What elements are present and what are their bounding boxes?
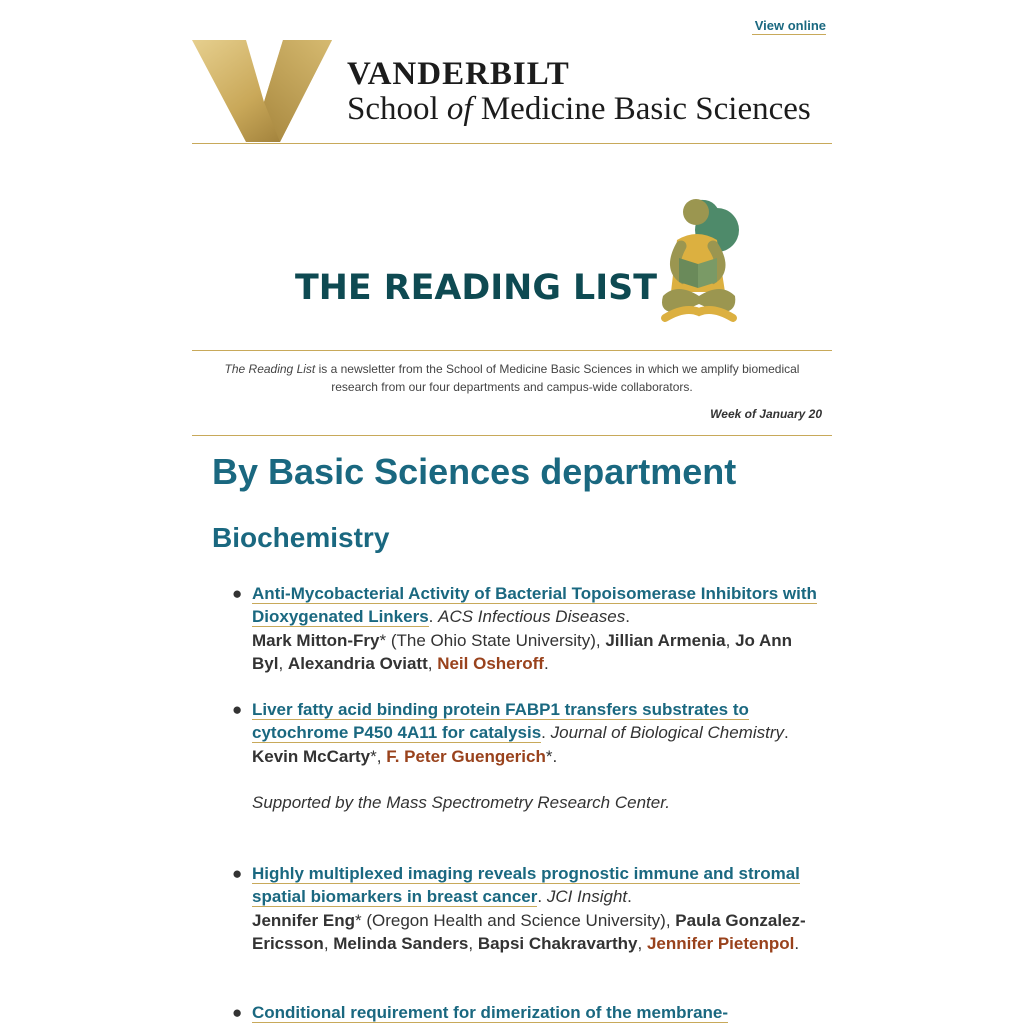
author: Alexandria Oviatt (287, 653, 428, 673)
wordmark-of: of (446, 91, 473, 127)
author: Jo Ann Byl (252, 630, 793, 673)
author-star: * (354, 910, 362, 930)
intro-description: is a newsletter from the School of Medicine Basic Sciences in which we amplify biomedical research from our four departments and campus-wide collaborators. (315, 362, 800, 394)
banner-divider (192, 350, 832, 351)
author-affiliation: (Oregon Health and Science University) (361, 910, 666, 930)
article-title-link[interactable]: Liver fatty acid binding protein FABP1 transfers substrates to cytochrome P450 4A11 for catalysis (252, 700, 749, 743)
author-affiliation: (The Ohio State University) (386, 630, 596, 650)
intro-divider (192, 435, 832, 436)
article-journal: Journal of Biological Chemistry (550, 723, 785, 743)
author: Mark Mitton-Fry (252, 630, 380, 650)
article-item: ● Highly multiplexed imaging reveals prognostic immune and stromal spatial biomarkers in breast cancer. JCI Insight. Jennifer Eng* (Oregon Health and Science University), Paula Gonzalez-Ericsson, Melinda Sanders, Bapsi Chakravarthy, Jennifer Pietenpol. (232, 864, 806, 953)
wordmark-vanderbilt: VANDERBILT (347, 56, 570, 92)
wordmark-school-pre: School (347, 91, 447, 127)
section-title: By Basic Sciences department (212, 451, 737, 492)
intro-text (212, 360, 812, 396)
author: Bapsi Chakravarthy (477, 933, 638, 953)
vu-author: Jennifer Pietenpol (646, 933, 795, 953)
banner-title: THE READING LIST (295, 268, 657, 308)
wordmark-school-post: Medicine Basic Sciences (472, 91, 811, 127)
author: Jennifer Eng (252, 910, 355, 930)
week-label: Week of January 20 (710, 407, 822, 421)
article-journal: JCI Insight (546, 887, 628, 907)
article-item: ● Anti-Mycobacterial Activity of Bacterial Topoisomerase Inhibitors with Dioxygenated Linkers. ACS Infectious Diseases. Mark Mitton-Fry* (The Ohio State University), Jillian Armenia, Jo Ann Byl, Alexandria Oviatt, Neil Osheroff. (232, 584, 817, 673)
author-star: * (370, 746, 377, 766)
article-item (232, 1001, 820, 1024)
article-title-link[interactable]: Highly multiplexed imaging reveals prognostic immune and stromal spatial biomarkers in breast cancer (252, 864, 800, 907)
article-title-link[interactable]: Conditional requirement for dimerization of the membrane- (252, 1003, 729, 1022)
bullet-icon: ● (232, 864, 243, 883)
vanderbilt-v-logo-icon (192, 40, 334, 142)
article-journal: ACS Infectious Diseases (438, 607, 626, 627)
author: Melinda Sanders (333, 933, 469, 953)
vanderbilt-logo (192, 40, 832, 144)
bullet-icon: ● (232, 584, 243, 603)
wordmark-school (347, 91, 811, 128)
view-online-link[interactable]: View online (752, 18, 826, 35)
article-item: ● Liver fatty acid binding protein FABP1 transfers substrates to cytochrome P450 4A11 for catalysis. Journal of Biological Chemistry. Kevin McCarty*, F. Peter Guengerich*. Supported by the Mass Spectrometry Research Center. (232, 700, 789, 813)
author: Jillian Armenia (605, 630, 726, 650)
support-note: Supported by the Mass Spectrometry Research Center. (252, 793, 670, 813)
vu-author: Neil Osheroff (437, 653, 544, 673)
department-heading: Biochemistry (212, 522, 390, 553)
newsletter-name: The Reading List (224, 362, 316, 376)
author-star: * (545, 746, 553, 766)
vu-author: F. Peter Guengerich (386, 746, 546, 766)
article-title-link[interactable]: Anti-Mycobacterial Activity of Bacterial Topoisomerase Inhibitors with Dioxygenated Linkers (252, 584, 817, 627)
bullet-icon: ● (232, 700, 243, 719)
bullet-icon: ● (232, 1003, 243, 1022)
header-divider (192, 143, 832, 144)
author-star: * (379, 630, 387, 650)
author: Paula Gonzalez-Ericsson (252, 910, 806, 953)
reading-person-icon (659, 192, 741, 328)
author: Kevin McCarty (252, 746, 371, 766)
